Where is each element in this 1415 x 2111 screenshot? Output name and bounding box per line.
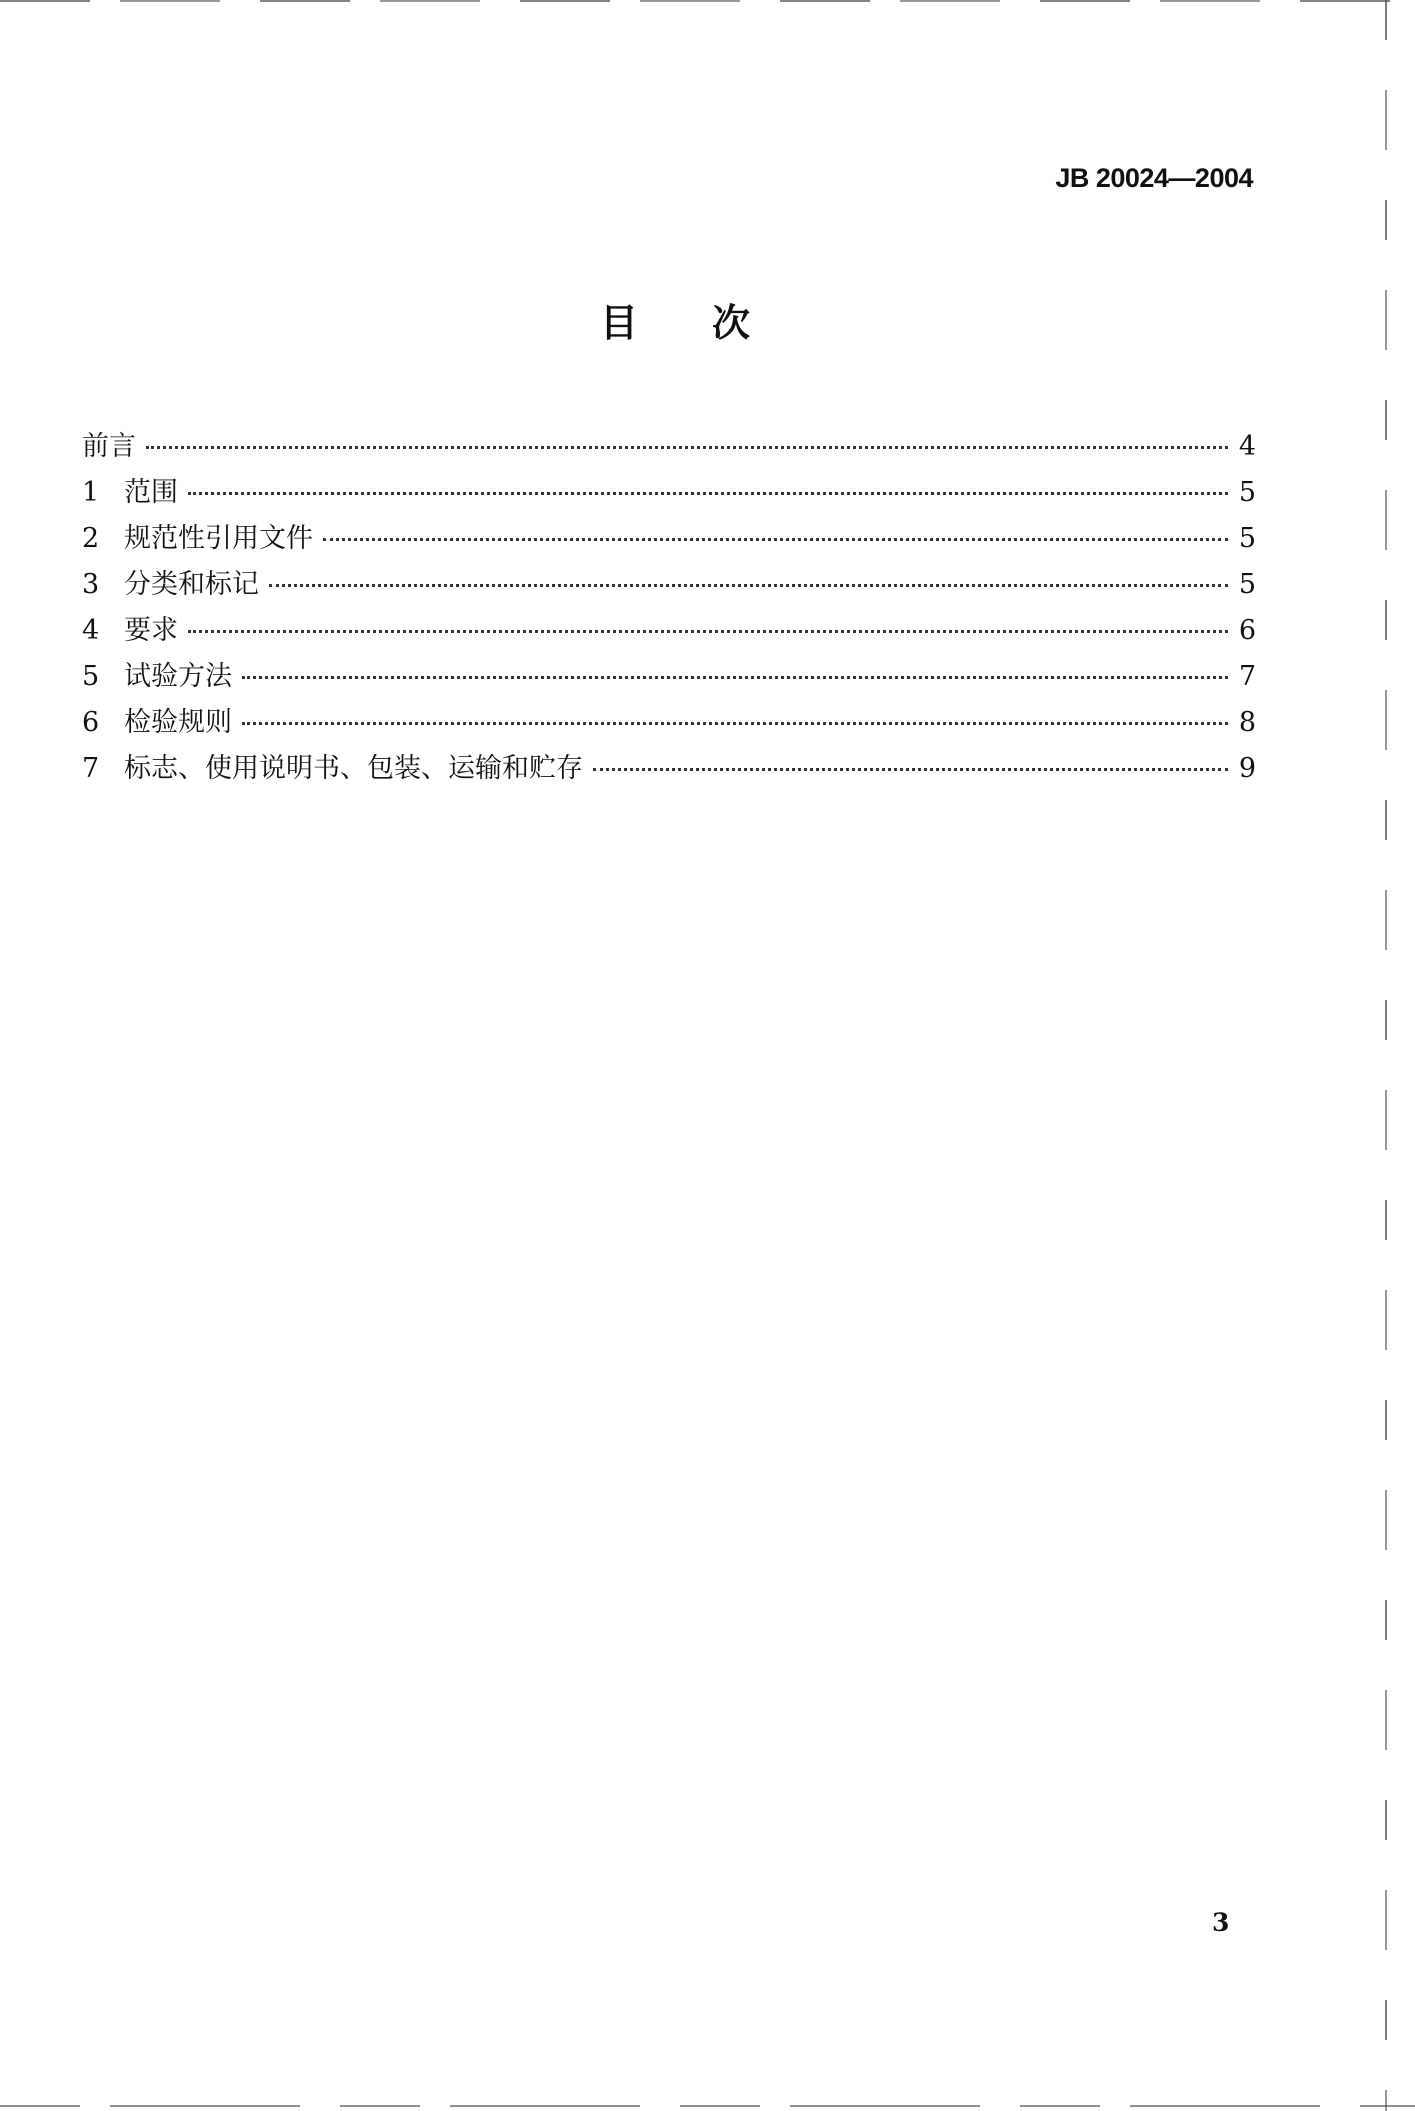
toc-entry-label: 前言 [82, 431, 136, 462]
toc-entry-page: 6 [1238, 615, 1256, 646]
toc-entry-number: 5 [82, 661, 100, 692]
toc-entry-inspection-rules[interactable] [82, 700, 1256, 746]
page-title: 目次 [599, 301, 824, 345]
toc-entry-page: 7 [1238, 661, 1256, 692]
scan-edge-bottom [0, 2105, 1415, 2107]
toc-entry-label: 标志、使用说明书、包装、运输和贮存 [124, 753, 583, 784]
toc-entry-label: 要求 [124, 615, 178, 646]
toc-leader-dots [593, 768, 1228, 771]
toc-entry-page: 8 [1238, 707, 1256, 738]
toc-entry-marking-packaging[interactable] [82, 746, 1256, 792]
toc-entry-number: 4 [82, 615, 100, 646]
toc-entry-scope[interactable] [82, 470, 1256, 516]
toc-entry-label: 规范性引用文件 [124, 523, 313, 554]
toc-entry-page: 5 [1238, 523, 1256, 554]
toc-entry-test-methods[interactable] [82, 654, 1256, 700]
toc-entry-requirements[interactable] [82, 608, 1256, 654]
toc-entry-page: 4 [1238, 431, 1256, 462]
toc-entry-number: 2 [82, 523, 100, 554]
toc-entry-number: 1 [82, 477, 100, 508]
toc-entry-label: 范围 [124, 477, 178, 508]
toc-entry-normative-references[interactable] [82, 516, 1256, 562]
toc-entry-page: 9 [1238, 753, 1256, 784]
table-of-contents [82, 424, 1256, 792]
scan-edge-right [1385, 0, 1387, 2111]
toc-entry-number: 7 [82, 753, 100, 784]
toc-entry-number: 3 [82, 569, 100, 600]
toc-entry-foreword[interactable] [82, 424, 1256, 470]
toc-entry-page: 5 [1238, 477, 1256, 508]
toc-leader-dots [269, 584, 1228, 587]
toc-leader-dots [188, 492, 1228, 495]
toc-leader-dots [242, 722, 1228, 725]
document-code: JB 20024—2004 [1055, 163, 1253, 193]
toc-entry-label: 试验方法 [124, 661, 232, 692]
page-number: 3 [1212, 1908, 1230, 1937]
toc-entry-number: 6 [82, 707, 100, 738]
toc-entry-classification[interactable] [82, 562, 1256, 608]
toc-leader-dots [242, 676, 1228, 679]
toc-entry-label: 检验规则 [124, 707, 232, 738]
toc-leader-dots [188, 630, 1228, 633]
toc-leader-dots [323, 538, 1228, 541]
scan-edge-top [0, 0, 1415, 2]
toc-entry-label: 分类和标记 [124, 569, 259, 600]
toc-leader-dots [146, 446, 1228, 449]
toc-entry-page: 5 [1238, 569, 1256, 600]
